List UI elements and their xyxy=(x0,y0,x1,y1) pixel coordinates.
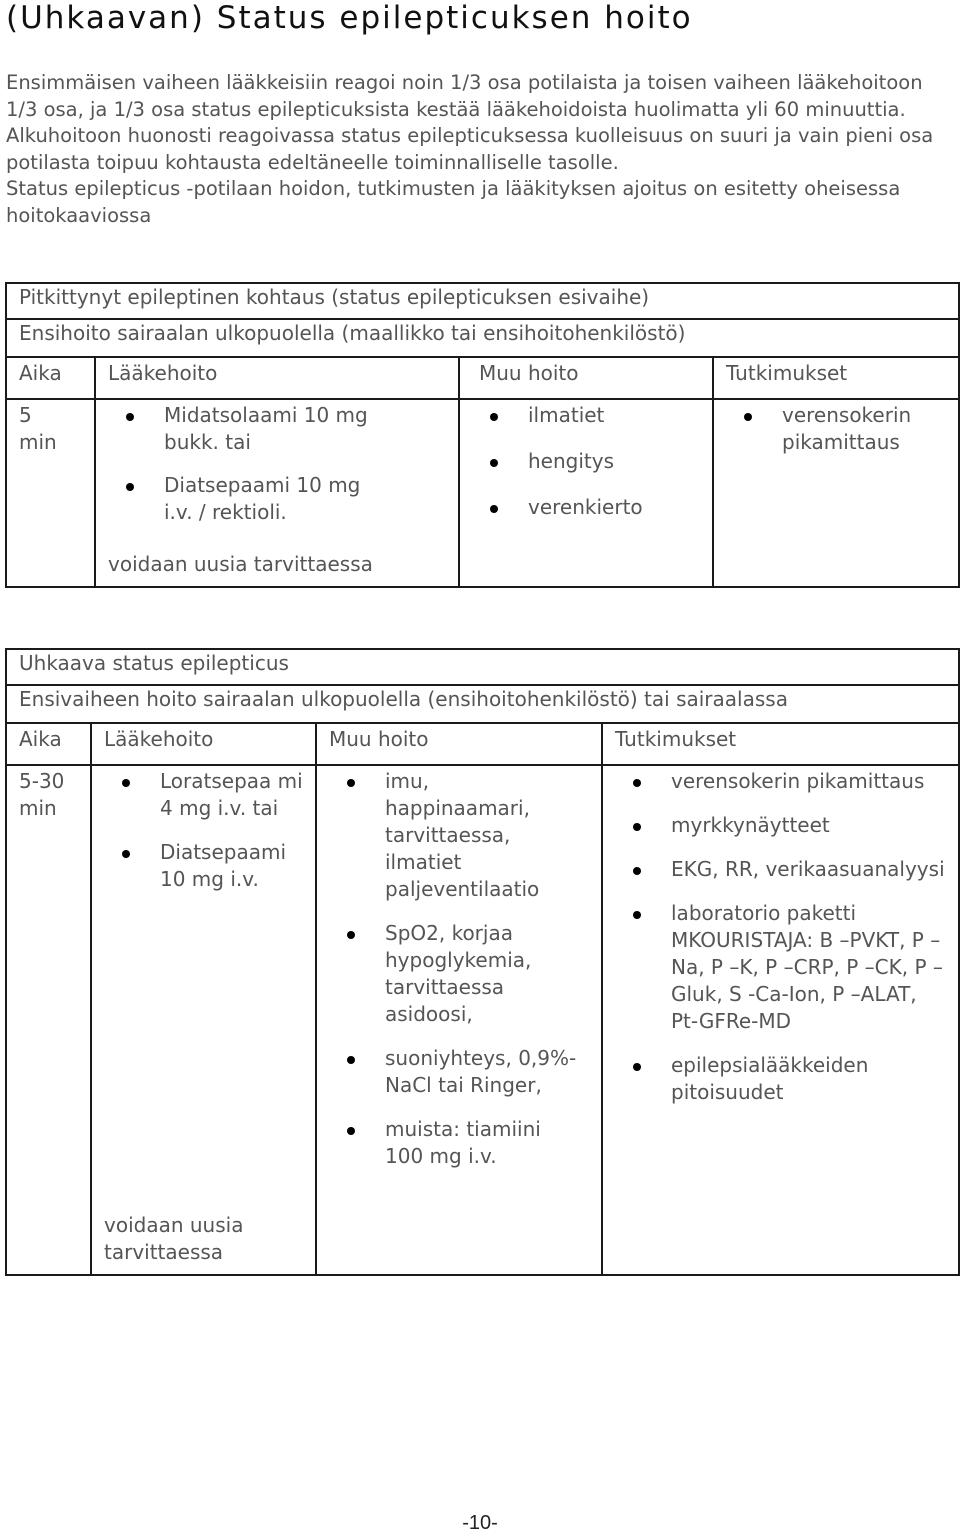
table2-tests-item: verensokerin pikamittaus xyxy=(615,768,946,795)
table1-other-care-item: verenkierto xyxy=(472,494,712,521)
table2-tests-item: epilepsialääkkeiden pitoisuudet xyxy=(615,1052,946,1106)
table2-heading: Uhkaava status epilepticus xyxy=(6,649,959,685)
table1-col-time: Aika xyxy=(6,357,95,399)
table2-col-other-care: Muu hoito xyxy=(316,723,602,765)
table2-col-tests: Tutkimukset xyxy=(602,723,959,765)
table1-col-medication: Lääkehoito xyxy=(95,357,459,399)
table1-medication-cell xyxy=(95,399,459,542)
table1-repeat-note: voidaan uusia tarvittaessa xyxy=(95,542,459,587)
table2-other-care-item: SpO2, korjaa hypoglykemia, tarvittaessa asidoosi, xyxy=(329,920,579,1028)
care-table-threatening xyxy=(5,648,960,1276)
table2-other-care-item: muista: tiamiini 100 mg i.v. xyxy=(329,1116,579,1170)
table1-col-other-care: Muu hoito xyxy=(459,357,713,399)
table1-subheading: Ensihoito sairaalan ulkopuolella (maallikko tai ensihoitohenkilöstö) xyxy=(6,319,959,357)
intro-paragraph-2: Status epilepticus -potilaan hoidon, tutkimusten ja lääkityksen ajoitus on esitetty oheisessa hoitokaaviossa xyxy=(6,177,901,227)
table2-tests-item: EKG, RR, verikaasuanalyysi xyxy=(615,856,946,883)
page-title: (Uhkaavan) Status epilepticuksen hoito xyxy=(6,0,693,36)
table2-col-medication: Lääkehoito xyxy=(91,723,316,765)
intro-text xyxy=(6,70,951,229)
table2-subheading: Ensivaiheen hoito sairaalan ulkopuolella (ensihoitohenkilöstö) tai sairaalassa xyxy=(6,685,959,723)
table2-medication-item: Loratsepaa mi 4 mg i.v. tai xyxy=(104,768,303,822)
table2-other-care-item: imu, happinaamari, tarvittaessa, ilmatiet paljeventilaatio xyxy=(329,768,579,903)
table1-time-cell: 5 min xyxy=(6,399,95,587)
table1-medication-item: Midatsolaami 10 mg bukk. tai xyxy=(108,402,388,456)
care-table-prestage xyxy=(5,282,960,588)
table1-other-care-item: hengitys xyxy=(472,448,712,475)
table2-repeat-note: voidaan uusia tarvittaessa xyxy=(91,1204,316,1275)
table1-heading: Pitkittynyt epileptinen kohtaus (status epilepticuksen esivaihe) xyxy=(6,283,959,319)
page-number: -10- xyxy=(462,1512,498,1534)
table2-time-cell: 5-30 min xyxy=(6,765,91,1275)
table2-tests-item: laboratorio paketti MKOURISTAJA: B –PVKT, P –Na, P –K, P –CRP, P –CK, P –Gluk, S -Ca-Ion, P –ALAT, Pt-GFRe-MD xyxy=(615,900,946,1035)
table1-other-care-item: ilmatiet xyxy=(472,402,712,429)
intro-paragraph-1: Ensimmäisen vaiheen lääkkeisiin reagoi noin 1/3 osa potilaista ja toisen vaiheen lääkehoitoon 1/3 osa, ja 1/3 osa status epilepticuksista kestää lääkehoidoista huolimatta yli 60 minuuttia. Alkuhoitoon huonosti reagoivassa status epilepticuksessa kuolleisuus on suuri ja vain pieni osa potilasta toipuu kohtausta edeltäneelle toiminnalliselle tasolle. xyxy=(6,71,934,174)
table1-medication-item: Diatsepaami 10 mg i.v. / rektioli. xyxy=(108,472,388,526)
table2-tests-cell xyxy=(602,765,959,1275)
table2-tests-item: myrkkynäytteet xyxy=(615,812,946,839)
table1-tests-item: verensokerin pikamittaus xyxy=(726,402,938,456)
table2-other-care-item: suoniyhteys, 0,9%-NaCl tai Ringer, xyxy=(329,1045,579,1099)
table1-col-tests: Tutkimukset xyxy=(713,357,959,399)
table2-medication-cell xyxy=(91,765,316,1204)
table1-tests-cell xyxy=(713,399,959,587)
table2-col-time: Aika xyxy=(6,723,91,765)
table2-medication-item: Diatsepaami 10 mg i.v. xyxy=(104,839,303,893)
table1-other-care-cell xyxy=(459,399,713,587)
table2-other-care-cell xyxy=(316,765,602,1275)
